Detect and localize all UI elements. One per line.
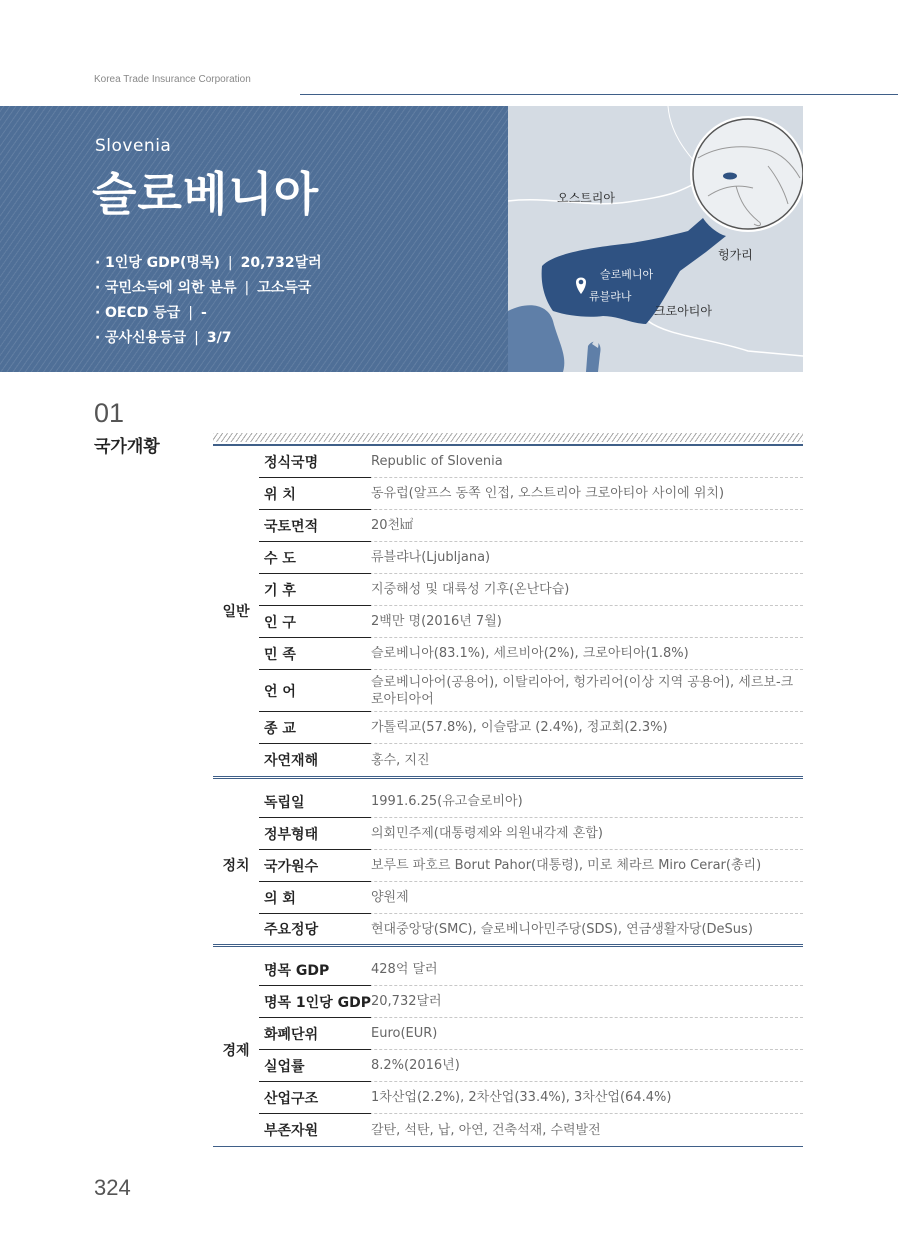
row-value: 홍수, 지진 xyxy=(371,752,430,768)
table-bottom-rule xyxy=(213,1146,803,1147)
row-value: 1991.6.25(유고슬로비아) xyxy=(371,794,523,809)
row-key: 자연재해 xyxy=(259,744,371,777)
fact-item: · OECD 등급 | - xyxy=(95,305,207,321)
row-value: 가톨릭교(57.8%), 이슬람교 (2.4%), 정교회(2.3%) xyxy=(371,720,668,735)
table-row xyxy=(259,1050,803,1082)
map-graphic xyxy=(508,106,803,372)
row-value: 동유럽(알프스 동쪽 인접, 오스트리아 크로아티아 사이에 위치) xyxy=(371,486,725,501)
fact-item: · 국민소득에 의한 분류 | 고소득국 xyxy=(95,280,312,296)
running-header: Korea Trade Insurance Corporation xyxy=(94,74,251,85)
map-label-croatia: 크로아티아 xyxy=(654,304,712,318)
row-key: 주요정당 xyxy=(259,914,371,945)
table-row xyxy=(259,954,803,986)
table-row xyxy=(259,786,803,818)
table-row xyxy=(259,606,803,638)
row-value: 류블랴나(Ljubljana) xyxy=(371,550,491,565)
group-divider xyxy=(213,776,803,779)
table-row xyxy=(259,818,803,850)
table-row xyxy=(259,882,803,914)
row-value: 슬로베니아(83.1%), 세르비아(2%), 크로아티아(1.8%) xyxy=(371,646,689,661)
table-row xyxy=(259,478,803,510)
row-value: 슬로베니아어(공용어), 이탈리아어, 헝가리어(이상 지역 공용어), 세르보-크로아티아어 xyxy=(371,674,794,707)
row-key: 정부형태 xyxy=(259,818,371,850)
row-key: 독립일 xyxy=(259,786,371,818)
row-value: Republic of Slovenia xyxy=(371,454,503,469)
row-value: 의회민주제(대통령제와 의원내각제 혼합) xyxy=(371,826,603,841)
map-label-slovenia: 슬로베니아 xyxy=(600,268,654,281)
row-key: 명목 GDP xyxy=(259,954,371,986)
map-label-hungary: 헝가리 xyxy=(718,248,753,262)
table-row xyxy=(259,1114,803,1146)
section-hatch-bar xyxy=(213,433,803,442)
row-key: 민 족 xyxy=(259,638,371,670)
location-map xyxy=(508,106,803,372)
table-row xyxy=(259,670,803,712)
row-value: 428억 달러 xyxy=(371,962,438,977)
row-value: 2백만 명(2016년 7월) xyxy=(371,614,502,629)
table-group-politics xyxy=(213,786,803,944)
table-row xyxy=(259,1018,803,1050)
row-value: 갈탄, 석탄, 납, 아연, 건축석재, 수력발전 xyxy=(371,1122,601,1138)
row-key: 명목 1인당 GDP xyxy=(259,986,371,1018)
fact-item: · 1인당 GDP(명목) | 20,732달러 xyxy=(95,255,322,271)
row-key: 국가원수 xyxy=(259,850,371,882)
section-number: 01 xyxy=(94,398,125,428)
row-key: 언 어 xyxy=(259,670,371,712)
row-value: 20천㎢ xyxy=(371,518,414,533)
table-row xyxy=(259,638,803,670)
group-label-economy: 경제 xyxy=(222,1043,250,1059)
header-rule xyxy=(300,94,898,95)
table-row xyxy=(259,744,803,776)
table-row xyxy=(259,1082,803,1114)
row-value: 보루트 파호르 Borut Pahor(대통령), 미로 체라르 Miro Cerar(총리) xyxy=(371,858,762,873)
row-key: 인 구 xyxy=(259,606,371,638)
key-facts-list xyxy=(95,251,322,351)
map-label-ljubljana: 류블랴나 xyxy=(589,290,632,303)
group-label-politics: 정치 xyxy=(222,858,250,874)
row-key: 종 교 xyxy=(259,712,371,744)
row-value: 20,732달러 xyxy=(371,994,442,1009)
table-row xyxy=(259,542,803,574)
table-row xyxy=(259,712,803,744)
row-key: 위 치 xyxy=(259,478,371,510)
group-label-general: 일반 xyxy=(222,604,250,620)
row-key: 실업률 xyxy=(259,1050,371,1082)
page-number: 324 xyxy=(94,1175,131,1200)
row-key: 정식국명 xyxy=(259,446,371,478)
table-row xyxy=(259,986,803,1018)
row-value: Euro(EUR) xyxy=(371,1026,438,1041)
fact-item: · 공사신용등급 | 3/7 xyxy=(95,330,232,346)
table-row xyxy=(259,510,803,542)
group-divider xyxy=(213,944,803,947)
table-group-economy xyxy=(213,954,803,1146)
country-name-ko: 슬로베니아 xyxy=(92,167,320,221)
table-row xyxy=(259,850,803,882)
row-key: 부존자원 xyxy=(259,1114,371,1147)
row-key: 산업구조 xyxy=(259,1082,371,1114)
row-key: 기 후 xyxy=(259,574,371,606)
row-key: 국토면적 xyxy=(259,510,371,542)
table-group-general xyxy=(213,446,803,776)
row-value: 지중해성 및 대륙성 기후(온난다습) xyxy=(371,582,570,597)
row-key: 화폐단위 xyxy=(259,1018,371,1050)
table-row xyxy=(259,574,803,606)
row-value: 1차산업(2.2%), 2차산업(33.4%), 3차산업(64.4%) xyxy=(371,1090,672,1105)
section-title: 국가개황 xyxy=(94,437,160,457)
map-label-austria: 오스트리아 xyxy=(557,191,615,205)
country-name-en: Slovenia xyxy=(95,136,172,156)
country-hero xyxy=(0,106,508,372)
row-key: 수 도 xyxy=(259,542,371,574)
table-row xyxy=(259,446,803,478)
row-value: 현대중앙당(SMC), 슬로베니아민주당(SDS), 연금생활자당(DeSus) xyxy=(371,921,753,937)
row-key: 의 회 xyxy=(259,882,371,914)
table-row xyxy=(259,914,803,944)
row-value: 8.2%(2016년) xyxy=(371,1058,460,1073)
row-value: 양원제 xyxy=(371,890,409,905)
